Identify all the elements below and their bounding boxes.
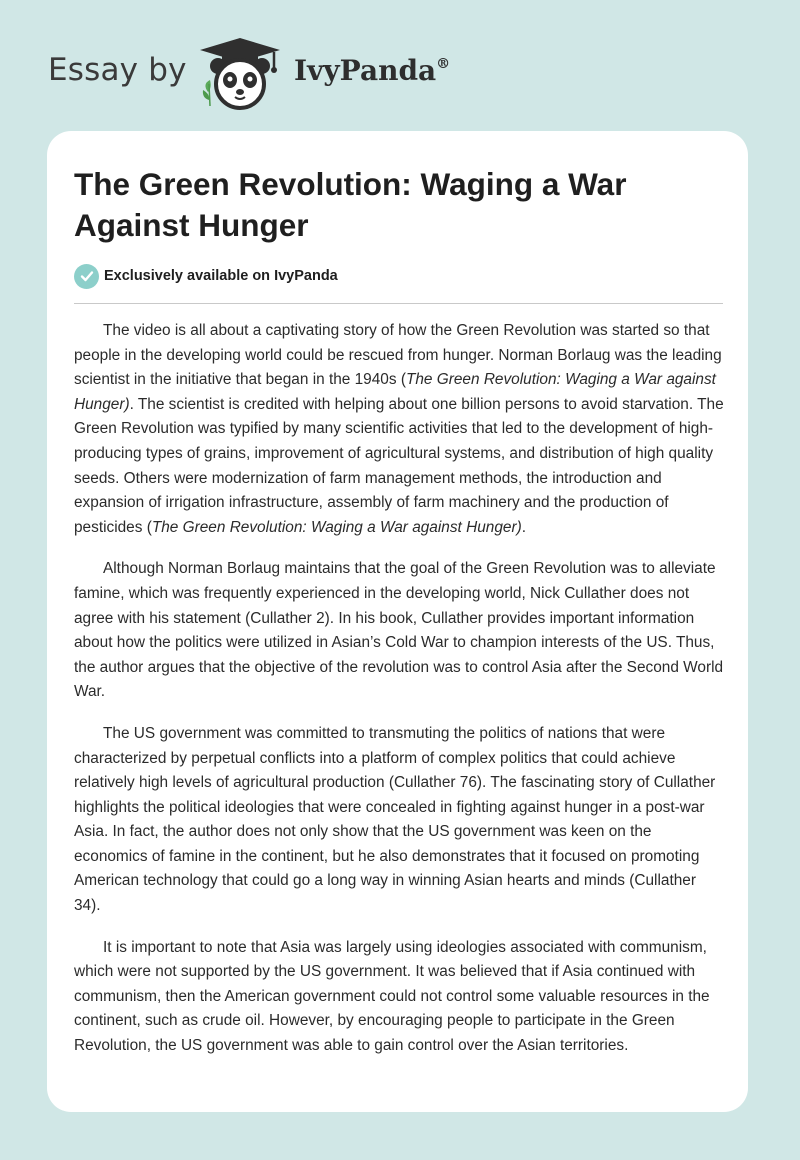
panda-logo-icon[interactable]: [200, 34, 290, 110]
paragraph-text: The US government was committed to transmuting the politics of nations that were characterized by perpetual conflicts into a platform of complex politics that could achieve relatively high levels of agricultural production (Cullather 76). The fascinating story of Cullather highlights the political ideologies that were concealed in fighting against hunger in a post-war Asia. In fact, the author does not only show that the US government was keen on the economics of famine in the continent, but he also demonstrates that it focused on promoting American technology that could go a long way in winning Asian hearts and minds (Cullather 34).: [74, 724, 716, 915]
registered-mark: ®: [436, 55, 451, 72]
essay-body: [74, 319, 725, 1076]
paragraph: [74, 319, 725, 540]
paragraph-text: .: [521, 518, 526, 536]
site-header: [48, 34, 508, 110]
paragraph-text: It is important to note that Asia was largely using ideologies associated with communism, which were not supported by the US government. It was believed that if Asia continued with communism, then the American government could not control some valuable resources in the continent, such as crude oil. However, by encouraging people to participate in the Green Revolution, the US government was able to gain control over the Asian territories.: [74, 938, 710, 1055]
essay-card: [47, 131, 748, 1112]
paragraph: [74, 557, 725, 705]
brand-name[interactable]: IvyPanda®: [294, 54, 451, 87]
page-title: The Green Revolution: Waging a War Against Hunger: [74, 166, 627, 243]
exclusive-badge: [74, 263, 338, 289]
check-circle-icon: [74, 264, 99, 289]
citation-text: The Green Revolution: Waging a War against Hunger): [151, 518, 522, 536]
exclusive-label: Exclusively available on IvyPanda: [104, 268, 338, 284]
paragraph: [74, 936, 725, 1059]
brand-prefix: Essay by: [48, 52, 187, 88]
divider: [74, 303, 723, 304]
paragraph: [74, 722, 725, 919]
citation-text: The Green Revolution: Waging a War against Hunger): [74, 371, 716, 413]
paragraph-text: . The scientist is credited with helping about one billion persons to avoid starvation. The Green Revolution was typified by many scientific activities that led to the development of high-producing types of grains, improvement of agricultural systems, and distribution of high quality seeds. Others were modernization of farm management methods, the introduction and expansion of irrigation infrastructure, assembly of farm machinery and the production of pesticides (: [74, 395, 724, 536]
paragraph-text: Although Norman Borlaug maintains that the goal of the Green Revolution was to alleviate famine, which was frequently experienced in the developing world, Nick Cullather does not agree with his statement (Cullather 2). In his book, Cullather provides important information about how the politics were utilized in Asian’s Cold War to champion interests of the US. Thus, the author argues that the objective of the revolution was to control Asia after the Second World War.: [74, 560, 724, 701]
paragraph-text: The video is all about a captivating story of how the Green Revolution was started so that people in the developing world could be rescued from hunger. Norman Borlaug was the leading scientist in the initiative that began in the 1940s (: [74, 322, 722, 389]
